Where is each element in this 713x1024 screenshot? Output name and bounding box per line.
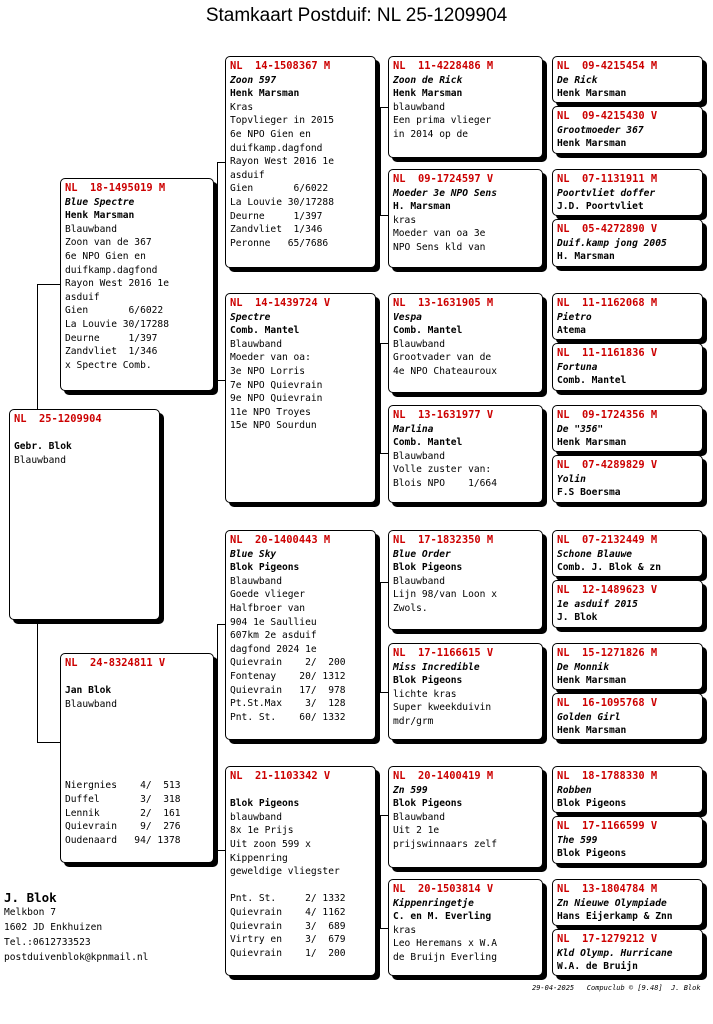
ring-number: NL 15-1271826 M bbox=[557, 647, 658, 659]
detail-line: Leo Heremans x W.A bbox=[393, 938, 497, 950]
owner-name: Gebr. Blok bbox=[14, 441, 72, 453]
sire-card[interactable] bbox=[60, 178, 214, 391]
ring-number: NL 07-4289829 V bbox=[557, 459, 658, 471]
breeder-email: postduivenblok@kpnmail.nl bbox=[4, 952, 149, 963]
detail-line bbox=[65, 739, 209, 753]
detail-line: de Bruijn Everling bbox=[393, 951, 497, 963]
detail-line: 904 1e Saullieu bbox=[230, 616, 317, 628]
breeder-name: J. Blok bbox=[4, 890, 57, 905]
connector-line bbox=[380, 582, 388, 583]
detail-line: Kippenring bbox=[230, 852, 288, 864]
gen4-card[interactable] bbox=[552, 879, 703, 926]
owner-name: Blok Pigeons bbox=[230, 562, 300, 574]
detail-line: Halfbroer van bbox=[230, 602, 306, 614]
detail-line: Gien 6/6022 bbox=[65, 305, 164, 317]
breeder-info bbox=[4, 890, 148, 965]
pigeon-name: De "356" bbox=[557, 423, 604, 435]
detail-line: Blauwband bbox=[393, 811, 445, 823]
ring-number: NL 21-1103342 V bbox=[230, 770, 331, 782]
detail-line: 6e NPO Gien en bbox=[65, 250, 146, 262]
owner-name: Henk Marsman bbox=[557, 138, 627, 150]
ring-number: NL 13-1631905 M bbox=[393, 297, 494, 309]
connector-line bbox=[217, 850, 225, 851]
owner-name: H. Marsman bbox=[557, 251, 615, 263]
detail-line: Blauwband bbox=[393, 338, 445, 350]
ring-number: NL 17-1832350 M bbox=[393, 534, 494, 546]
detail-line: 4e NPO Chateauroux bbox=[393, 365, 497, 377]
gen3-card[interactable] bbox=[388, 405, 543, 503]
owner-name: H. Marsman bbox=[393, 201, 451, 213]
detail-line: asduif bbox=[230, 169, 265, 181]
ring-number: NL 09-4215430 V bbox=[557, 110, 658, 122]
detail-line: 6e NPO Gien en bbox=[230, 128, 311, 140]
owner-name: Henk Marsman bbox=[557, 437, 627, 449]
detail-line: Niergnies 4/ 513 bbox=[65, 780, 181, 792]
detail-line: NPO Sens kld van bbox=[393, 241, 486, 253]
detail-line: Quievrain 9/ 276 bbox=[65, 821, 181, 833]
gen3-card[interactable] bbox=[388, 879, 543, 976]
ring-number: NL 20-1400419 M bbox=[393, 770, 494, 782]
owner-name: C. en M. Everling bbox=[393, 911, 492, 923]
ring-number: NL 14-1439724 V bbox=[230, 297, 331, 309]
detail-line: Virtry en 3/ 679 bbox=[230, 934, 346, 946]
ring-number: NL 14-1508367 M bbox=[230, 60, 331, 72]
detail-line bbox=[65, 711, 209, 725]
gen3-card[interactable] bbox=[388, 293, 543, 393]
gen3-card[interactable] bbox=[388, 643, 543, 740]
pigeon-name bbox=[65, 671, 209, 685]
pigeon-name: Schone Blauwe bbox=[557, 548, 633, 560]
detail-line: Kras bbox=[230, 101, 254, 113]
connector-line bbox=[380, 107, 388, 108]
gen4-card[interactable] bbox=[552, 643, 703, 690]
grandsire-paternal-card[interactable] bbox=[225, 56, 376, 268]
detail-line: geweldige vliegster bbox=[230, 866, 340, 878]
pigeon-name: Kippenringetje bbox=[393, 897, 474, 909]
detail-line: Lijn 98/van Loon x bbox=[393, 589, 497, 601]
gen3-card[interactable] bbox=[388, 530, 543, 630]
detail-line: duifkamp.dagfond bbox=[230, 142, 323, 154]
pigeon-name: Pietro bbox=[557, 311, 592, 323]
grandsire-maternal-card[interactable] bbox=[225, 530, 376, 740]
owner-name: Henk Marsman bbox=[557, 725, 627, 737]
detail-line: prijswinnaars zelf bbox=[393, 838, 497, 850]
detail-line: Moeder van oa 3e bbox=[393, 228, 486, 240]
gen3-card[interactable] bbox=[388, 56, 543, 158]
detail-line: Blauwband bbox=[393, 575, 445, 587]
breeder-city: 1602 JD Enkhuizen bbox=[4, 922, 103, 933]
detail-line: Grootvader van de bbox=[393, 352, 492, 364]
ring-number: NL 13-1804784 M bbox=[557, 883, 658, 895]
detail-line: Lennik 2/ 161 bbox=[65, 807, 181, 819]
detail-line: Rayon West 2016 1e bbox=[65, 278, 169, 290]
detail-line bbox=[65, 766, 209, 780]
owner-name: Henk Marsman bbox=[230, 88, 300, 100]
detail-line: Blois NPO 1/664 bbox=[393, 477, 497, 489]
ring-number: NL 17-1166599 V bbox=[557, 820, 658, 832]
pigeon-name: Fortuna bbox=[557, 361, 598, 373]
detail-line: mdr/grm bbox=[393, 715, 434, 727]
detail-line: kras bbox=[393, 924, 417, 936]
connector-line bbox=[380, 215, 388, 216]
owner-name: Comb. Mantel bbox=[557, 375, 627, 387]
connector-line bbox=[37, 284, 60, 285]
owner-name: Comb. J. Blok & zn bbox=[557, 562, 661, 574]
connector-line bbox=[380, 692, 388, 693]
detail-line: Super kweekduivin bbox=[393, 702, 492, 714]
detail-line: Quievrain 4/ 1162 bbox=[230, 906, 346, 918]
connector-line bbox=[380, 815, 381, 928]
detail-line: Volle zuster van: bbox=[393, 464, 492, 476]
detail-line: 11e NPO Troyes bbox=[230, 406, 311, 418]
owner-name: Hans Eijerkamp & Znn bbox=[557, 911, 673, 923]
pigeon-name: Zoon 597 bbox=[230, 74, 277, 86]
gen4-card[interactable] bbox=[552, 169, 703, 216]
gen4-card[interactable] bbox=[552, 530, 703, 577]
gen4-card[interactable] bbox=[552, 293, 703, 340]
ring-number: NL 11-1161836 V bbox=[557, 347, 658, 359]
pigeon-name: Blue Order bbox=[393, 548, 451, 560]
owner-name: Blok Pigeons bbox=[393, 562, 463, 574]
ring-number: NL 07-2132449 M bbox=[557, 534, 658, 546]
detail-line: Rayon West 2016 1e bbox=[230, 156, 334, 168]
pigeon-name bbox=[14, 427, 155, 441]
detail-line: Oudenaard 94/ 1378 bbox=[65, 834, 181, 846]
ring-number: NL 12-1489623 V bbox=[557, 584, 658, 596]
ring-number: NL 25-1209904 bbox=[14, 413, 102, 425]
detail-line: Blauwband bbox=[230, 575, 282, 587]
detail-line bbox=[230, 879, 371, 893]
detail-line: Pnt. St. 60/ 1332 bbox=[230, 711, 346, 723]
detail-line: lichte kras bbox=[393, 688, 457, 700]
detail-line: Blauwband bbox=[14, 454, 66, 466]
owner-name: Henk Marsman bbox=[557, 675, 627, 687]
owner-name: W.A. de Bruijn bbox=[557, 961, 638, 973]
owner-name: J.D. Poortvliet bbox=[557, 201, 644, 213]
ring-number: NL 11-1162068 M bbox=[557, 297, 658, 309]
pigeon-name: Vespa bbox=[393, 311, 422, 323]
detail-line: dagfond 2024 1e bbox=[230, 643, 317, 655]
owner-name: Comb. Mantel bbox=[230, 325, 300, 337]
ring-number: NL 24-8324811 V bbox=[65, 657, 166, 669]
owner-name: Comb. Mantel bbox=[393, 325, 463, 337]
owner-name: Blok Pigeons bbox=[557, 798, 627, 810]
ring-number: NL 18-1788330 M bbox=[557, 770, 658, 782]
gen4-card[interactable] bbox=[552, 816, 703, 864]
detail-line: Goede vlieger bbox=[230, 589, 306, 601]
detail-line: Blauwband bbox=[65, 698, 117, 710]
granddam-paternal-card[interactable] bbox=[225, 293, 376, 503]
connector-line bbox=[217, 380, 225, 381]
pigeon-name: Golden Girl bbox=[557, 711, 621, 723]
connector-line bbox=[37, 742, 60, 743]
detail-line: Blauwband bbox=[65, 223, 117, 235]
pigeon-name bbox=[230, 784, 371, 798]
connector-line bbox=[380, 928, 388, 929]
connector-line bbox=[380, 815, 388, 816]
detail-line: Quievrain 2/ 200 bbox=[230, 657, 346, 669]
detail-line: blauwband bbox=[230, 811, 282, 823]
gen4-card[interactable] bbox=[552, 56, 703, 103]
detail-line: Blauwband bbox=[393, 450, 445, 462]
detail-line bbox=[65, 725, 209, 739]
gen4-card[interactable] bbox=[552, 766, 703, 813]
granddam-maternal-card[interactable] bbox=[225, 766, 376, 976]
detail-line: Deurne 1/397 bbox=[65, 332, 158, 344]
gen4-card[interactable] bbox=[552, 929, 703, 976]
connector-line bbox=[380, 107, 381, 215]
detail-line: kras bbox=[393, 214, 417, 226]
owner-name: Atema bbox=[557, 325, 586, 337]
footer-credit: 29-04-2025 Compuclub © [9.48] J. Blok bbox=[532, 984, 701, 992]
ring-number: NL 18-1495019 M bbox=[65, 182, 166, 194]
ring-number: NL 09-4215454 M bbox=[557, 60, 658, 72]
ring-number: NL 20-1400443 M bbox=[230, 534, 331, 546]
detail-line: Fontenay 20/ 1312 bbox=[230, 670, 346, 682]
detail-line: Moeder van oa: bbox=[230, 352, 311, 364]
owner-name: Blok Pigeons bbox=[393, 798, 463, 810]
breeder-address: Melkbon 7 bbox=[4, 907, 56, 918]
pigeon-name: Grootmoeder 367 bbox=[557, 124, 644, 136]
detail-line: Zandvliet 1/346 bbox=[65, 346, 158, 358]
breeder-phone: Tel.:0612733523 bbox=[4, 937, 91, 948]
detail-line: Peronne 65/7686 bbox=[230, 237, 329, 249]
connector-line bbox=[380, 343, 388, 344]
pigeon-name: Kld Olymp. Hurricane bbox=[557, 947, 673, 959]
gen4-card[interactable] bbox=[552, 693, 703, 740]
connector-line bbox=[217, 162, 218, 380]
detail-line: Quievrain 1/ 200 bbox=[230, 947, 346, 959]
ring-number: NL 20-1503814 V bbox=[393, 883, 494, 895]
subject-pigeon-card[interactable] bbox=[9, 409, 160, 620]
detail-line: 7e NPO Quievrain bbox=[230, 379, 323, 391]
gen4-card[interactable] bbox=[552, 405, 703, 452]
detail-line: asduif bbox=[65, 291, 100, 303]
detail-line: Pt.St.Max 3/ 128 bbox=[230, 698, 346, 710]
detail-line: La Louvie 30/17288 bbox=[230, 196, 334, 208]
ring-number: NL 05-4272890 V bbox=[557, 223, 658, 235]
pigeon-name: Zn 599 bbox=[393, 784, 428, 796]
detail-line: blauwband bbox=[393, 101, 445, 113]
owner-name: J. Blok bbox=[557, 612, 598, 624]
detail-line: x Spectre Comb. bbox=[65, 359, 152, 371]
detail-line: Deurne 1/397 bbox=[230, 210, 323, 222]
ring-number: NL 07-1131911 M bbox=[557, 173, 658, 185]
detail-line: Topvlieger in 2015 bbox=[230, 115, 334, 127]
connector-line bbox=[217, 624, 225, 625]
ring-number: NL 09-1724356 M bbox=[557, 409, 658, 421]
pigeon-name: Robben bbox=[557, 784, 592, 796]
pigeon-name: The 599 bbox=[557, 834, 598, 846]
detail-line: in 2014 op de bbox=[393, 128, 469, 140]
detail-line: 607km 2e asduif bbox=[230, 630, 317, 642]
pigeon-name: 1e asduif 2015 bbox=[557, 598, 638, 610]
detail-line: Uit zoon 599 x bbox=[230, 838, 311, 850]
connector-line bbox=[217, 624, 218, 850]
detail-line: Een prima vlieger bbox=[393, 115, 492, 127]
gen3-card[interactable] bbox=[388, 766, 543, 868]
ring-number: NL 17-1166615 V bbox=[393, 647, 494, 659]
owner-name: Blok Pigeons bbox=[557, 848, 627, 860]
ring-number: NL 17-1279212 V bbox=[557, 933, 658, 945]
detail-line: Zwols. bbox=[393, 602, 428, 614]
detail-line: Zandvliet 1/346 bbox=[230, 224, 323, 236]
pigeon-name: Zoon de Rick bbox=[393, 74, 463, 86]
detail-line: 8x 1e Prijs bbox=[230, 825, 294, 837]
gen4-card[interactable] bbox=[552, 343, 703, 391]
ring-number: NL 13-1631977 V bbox=[393, 409, 494, 421]
owner-name: F.S Boersma bbox=[557, 487, 621, 499]
detail-line: 9e NPO Quievrain bbox=[230, 393, 323, 405]
gen4-card[interactable] bbox=[552, 219, 703, 267]
pigeon-name: Zn Nieuwe Olympiade bbox=[557, 897, 667, 909]
gen4-card[interactable] bbox=[552, 580, 703, 628]
detail-line: Gien 6/6022 bbox=[230, 183, 329, 195]
gen4-card[interactable] bbox=[552, 455, 703, 503]
pigeon-name: Spectre bbox=[230, 311, 271, 323]
connector-line bbox=[217, 162, 225, 163]
pigeon-name: Yolin bbox=[557, 473, 586, 485]
dam-card[interactable] bbox=[60, 653, 214, 863]
connector-line bbox=[380, 582, 381, 692]
pigeon-name: Moeder 3e NPO Sens bbox=[393, 187, 497, 199]
detail-line: 15e NPO Sourdun bbox=[230, 420, 317, 432]
page-title: Stamkaart Postduif: NL 25-1209904 bbox=[205, 5, 508, 26]
pigeon-name: Duif.kamp jong 2005 bbox=[557, 237, 667, 249]
gen3-card[interactable] bbox=[388, 169, 543, 268]
detail-line: Quievrain 3/ 689 bbox=[230, 920, 346, 932]
owner-name: Henk Marsman bbox=[65, 210, 135, 222]
detail-line: duifkamp.dagfond bbox=[65, 264, 158, 276]
detail-line bbox=[65, 752, 209, 766]
pigeon-name: Marlina bbox=[393, 423, 434, 435]
detail-line: 3e NPO Lorris bbox=[230, 365, 306, 377]
pigeon-name: De Monnik bbox=[557, 661, 609, 673]
ring-number: NL 11-4228486 M bbox=[393, 60, 494, 72]
pigeon-name: Blue Spectre bbox=[65, 196, 135, 208]
pigeon-name: Poortvliet doffer bbox=[557, 187, 656, 199]
detail-line: La Louvie 30/17288 bbox=[65, 318, 169, 330]
connector-line bbox=[380, 343, 381, 453]
pigeon-name: De Rick bbox=[557, 74, 598, 86]
owner-name: Henk Marsman bbox=[393, 88, 463, 100]
owner-name: Blok Pigeons bbox=[230, 798, 300, 810]
owner-name: Blok Pigeons bbox=[393, 675, 463, 687]
detail-line: Uit 2 1e bbox=[393, 825, 440, 837]
detail-line: Zoon van de 367 bbox=[65, 237, 152, 249]
detail-line: Pnt. St. 2/ 1332 bbox=[230, 893, 346, 905]
owner-name: Jan Blok bbox=[65, 685, 112, 697]
ring-number: NL 09-1724597 V bbox=[393, 173, 494, 185]
gen4-card[interactable] bbox=[552, 106, 703, 154]
pigeon-name: Blue Sky bbox=[230, 548, 277, 560]
owner-name: Comb. Mantel bbox=[393, 437, 463, 449]
pigeon-name: Miss Incredible bbox=[393, 661, 480, 673]
detail-line: Blauwband bbox=[230, 338, 282, 350]
owner-name: Henk Marsman bbox=[557, 88, 627, 100]
detail-line: Quievrain 17/ 978 bbox=[230, 684, 346, 696]
ring-number: NL 16-1095768 V bbox=[557, 697, 658, 709]
connector-line bbox=[380, 453, 388, 454]
detail-line: Duffel 3/ 318 bbox=[65, 793, 181, 805]
